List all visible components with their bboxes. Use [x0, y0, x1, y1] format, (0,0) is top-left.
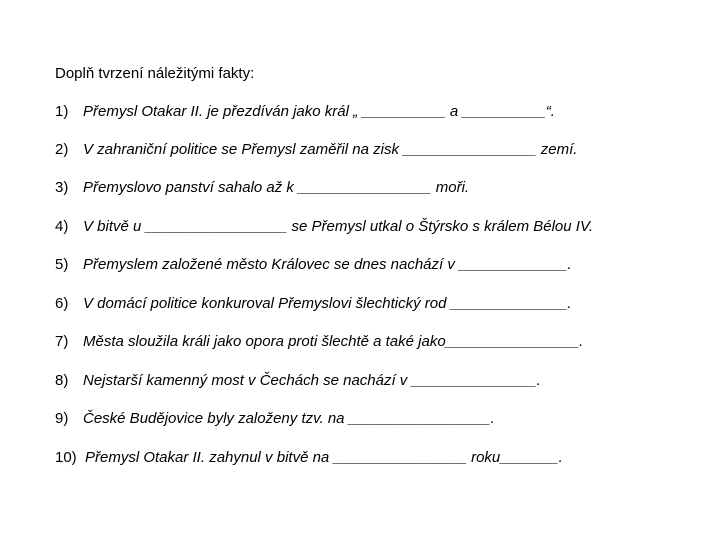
question-3 [55, 179, 469, 197]
question-text: Města sloužila králi jako opora proti šlechtě a také jako________________. [83, 333, 584, 350]
question-text: V bitvě u _________________ se Přemysl utkal o Štýrsko s králem Bélou IV. [83, 218, 594, 235]
question-7 [55, 333, 583, 351]
question-2 [55, 141, 577, 159]
question-6 [55, 295, 572, 313]
question-5 [55, 256, 572, 274]
question-number: 6) [55, 295, 69, 312]
question-text: Nejstarší kamenný most v Čechách se nachází v _______________. [83, 372, 541, 389]
question-1 [55, 103, 555, 121]
question-number: 10) [55, 449, 77, 466]
question-number: 2) [55, 141, 69, 158]
question-number: 4) [55, 218, 69, 235]
question-number: 3) [55, 179, 69, 196]
question-text: Přemyslovo panství sahalo až k ________________ moři. [83, 179, 470, 196]
question-number: 1) [55, 103, 69, 120]
question-text: České Budějovice byly založeny tzv. na _________________. [83, 410, 495, 427]
question-4 [55, 218, 593, 236]
question-text: Přemysl Otakar II. je přezdíván jako král „ __________ a __________“. [83, 103, 555, 120]
worksheet-heading: Doplň tvrzení náležitými fakty: [55, 65, 255, 82]
question-10 [55, 449, 563, 467]
question-text: V zahraniční politice se Přemysl zaměřil na zisk ________________ zemí. [83, 141, 578, 158]
question-number: 5) [55, 256, 69, 273]
question-number: 7) [55, 333, 69, 350]
question-text: Přemysl Otakar II. zahynul v bitvě na ________________ roku_______. [85, 449, 563, 466]
question-8 [55, 372, 541, 390]
question-number: 8) [55, 372, 69, 389]
question-number: 9) [55, 410, 69, 427]
question-text: V domácí politice konkuroval Přemyslovi šlechtický rod ______________. [83, 295, 572, 312]
question-text: Přemyslem založené město Královec se dnes nachází v _____________. [83, 256, 572, 273]
question-9 [55, 410, 495, 428]
